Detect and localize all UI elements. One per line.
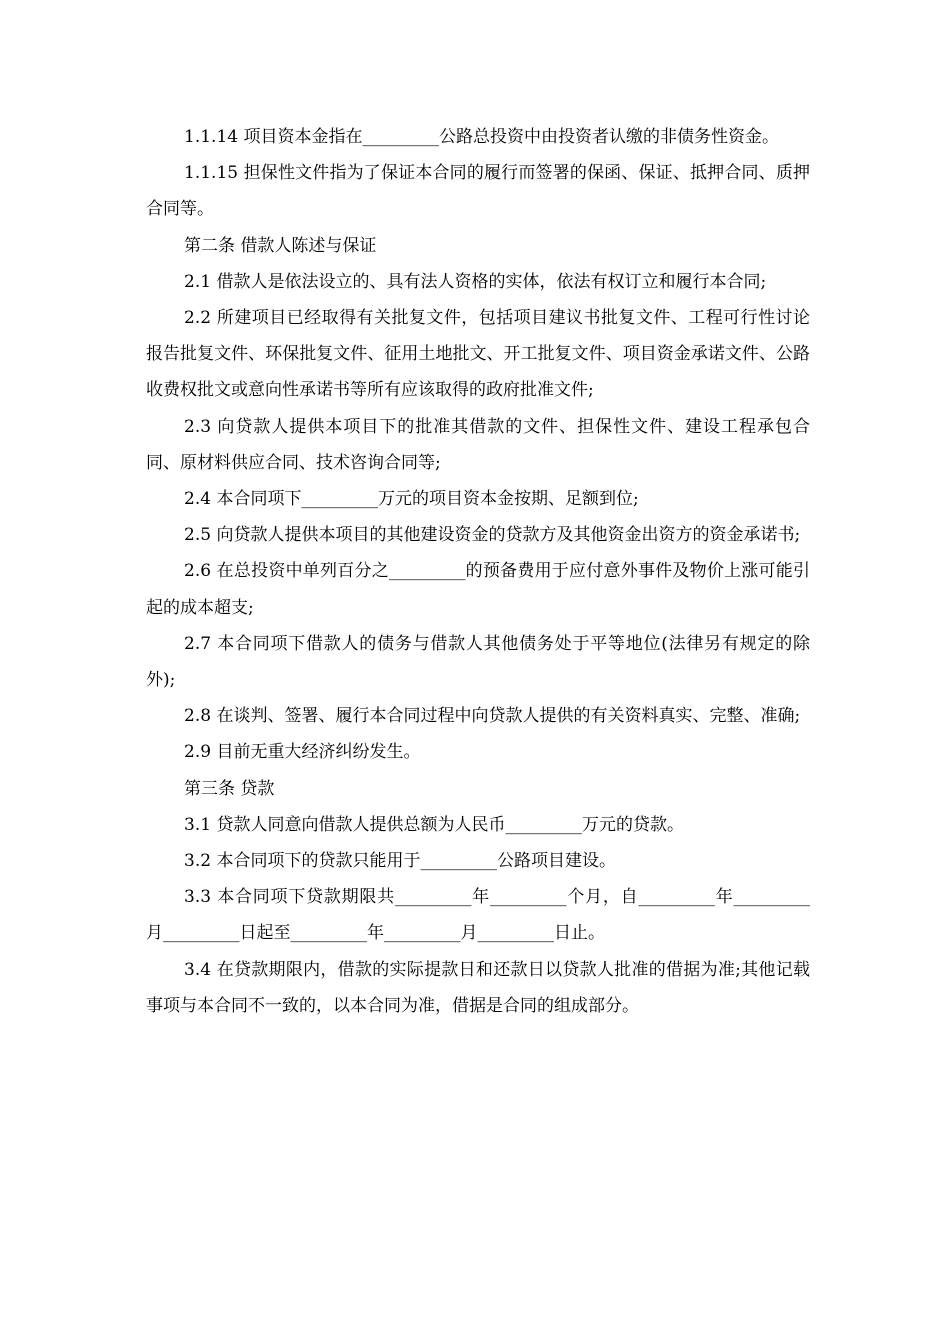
clause-2-3: 2.3 向贷款人提供本项目下的批准其借款的文件、担保性文件、建设工程承包合同、原材料供应合同、技术咨询合同等; bbox=[146, 416, 810, 473]
clause-2-8: 2.8 在谈判、签署、履行本合同过程中向贷款人提供的有关资料真实、完整、准确; bbox=[184, 706, 801, 727]
clause-1-1-15: 1.1.15 担保性文件指为了保证本合同的履行而签署的保函、保证、抵押合同、质押合同等。 bbox=[146, 163, 810, 220]
clause-3-4: 3.4 在贷款期限内，借款的实际提款日和还款日以贷款人批准的借据为准;其他记载事项与本合同不一致的，以本合同为准，借据是合同的组成部分。 bbox=[146, 959, 810, 1016]
clause-2-1: 2.1 借款人是依法设立的、具有法人资格的实体，依法有权订立和履行本合同; bbox=[184, 271, 767, 292]
clause-2-4: 2.4 本合同项下_________万元的项目资本金按期、足额到位; bbox=[184, 489, 639, 510]
clause-2-9: 2.9 目前无重大经济纠纷发生。 bbox=[184, 742, 421, 763]
clause-2-6: 2.6 在总投资中单列百分之_________的预备费用于应付意外事件及物价上涨可能引起的成本超支; bbox=[146, 561, 810, 618]
clause-2-2: 2.2 所建项目已经取得有关批复文件，包括项目建议书批复文件、工程可行性讨论报告批复文件、环保批复文件、征用土地批文、开工批复文件、项目资金承诺文件、公路收费权批文或意向性承诺书等所有应该取得的政府批准文件; bbox=[146, 308, 810, 401]
clause-3-1: 3.1 贷款人同意向借款人提供总额为人民币_________万元的贷款。 bbox=[184, 814, 684, 835]
article-3-heading: 第三条 贷款 bbox=[184, 778, 275, 799]
clause-1-1-14: 1.1.14 项目资本金指在_________公路总投资中由投资者认缴的非债务性资金。 bbox=[184, 127, 779, 147]
document-body bbox=[146, 119, 810, 1024]
clause-2-7: 2.7 本合同项下借款人的债务与借款人其他债务处于平等地位(法律另有规定的除外); bbox=[146, 633, 810, 691]
clause-3-3: 3.3 本合同项下贷款期限共_________年_________个月，自_________年_________月_________日起至_________年_________月_________日止。 bbox=[146, 887, 810, 944]
clause-3-2: 3.2 本合同项下的贷款只能用于_________公路项目建设。 bbox=[184, 851, 616, 872]
article-2-heading: 第二条 借款人陈述与保证 bbox=[184, 235, 377, 256]
clause-2-5: 2.5 向贷款人提供本项目的其他建设资金的贷款方及其他资金出资方的资金承诺书; bbox=[184, 525, 801, 546]
